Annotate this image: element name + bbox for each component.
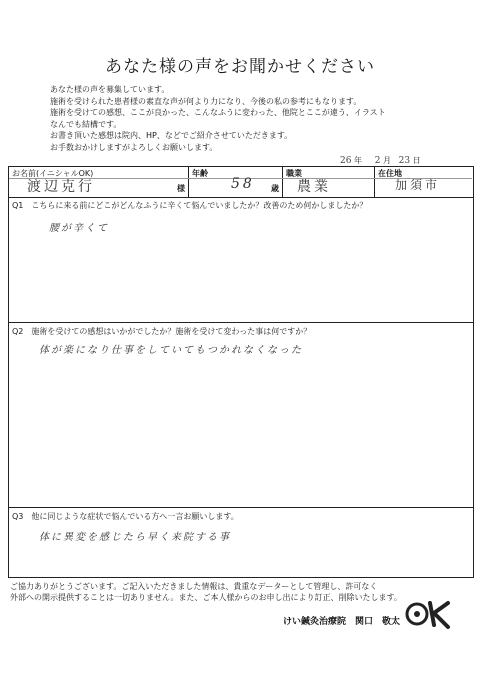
age-cell (189, 167, 283, 197)
home-cell (375, 167, 472, 197)
date-month-value: 2 (374, 156, 381, 166)
survey-form (8, 166, 474, 578)
question-3-text: Q3 他に同じような症状で悩んでいる方へ一言お願いします。 (12, 512, 239, 521)
age-label: 年齢 (192, 169, 208, 178)
job-value: 農業 (297, 179, 331, 195)
question-3 (9, 508, 473, 578)
date-year-label: 年 (354, 156, 362, 165)
name-label: お名前(イニシャルOK) (12, 169, 94, 178)
job-cell (283, 167, 375, 197)
job-label: 職業 (286, 169, 302, 178)
name-cell (9, 167, 189, 197)
question-2-text: Q2 施術を受けての感想はいかがでしたか？施術を受けて変わった事は何ですか？ (12, 327, 312, 336)
question-1-text: Q1 こちらに来る前にどこがどんなふうに辛くて悩んでいましたか？改善のため何かしましたか？ (12, 201, 368, 210)
question-2-section (9, 322, 473, 503)
name-suffix: 様 (177, 184, 185, 193)
age-value: 58 (231, 176, 255, 192)
date-month-label: 月 (383, 156, 391, 165)
question-2 (9, 323, 473, 503)
question-2-answer: 体が楽になり仕事をしていてもつかれなくなった (39, 345, 303, 356)
footer-note: ご協力ありがとうございます。ご記入いただきました情報は、貴重なデーターとして管理し、許可なく 外部への開示提供することは一切ありません。また、ご本人様からのお申し出により訂正、削除いたします。 (10, 582, 402, 602)
date-day-label: 日 (412, 156, 421, 165)
question-3-answer: 体に異変を感じたら早く来院する事 (39, 532, 231, 543)
age-suffix: 歳 (271, 184, 279, 193)
header-row (9, 167, 473, 198)
home-value: 加須市 (395, 178, 441, 192)
question-1-answer: 腰が辛くて (49, 223, 109, 234)
clinic-signature: けい鍼灸治療院 関口 敬太 (283, 617, 401, 627)
date-day-value: 23 (398, 156, 411, 166)
date-line (340, 155, 421, 166)
page-title: あなた様の声をお聞かせください (105, 57, 375, 77)
date-year-value: 26 (340, 156, 352, 166)
name-value: 渡辺克行 (27, 179, 95, 195)
question-3-section (9, 507, 473, 578)
clinic-logo-icon (404, 597, 450, 631)
home-label: 在住地 (378, 169, 402, 178)
intro-text: あなた様の声を募集しています。 施術を受けられた患者様の素直な声が何より力になり、今後の私の参考にもなります。 施術を受けての感想、ここが良かった、こんなふうに変わった、他院とここが違う、イラスト なんでも結構です。 お書き頂いた感想は院内、HP、などでご紹介させていただきます。 お手数おかけしますがよろしくお願いします。 (50, 85, 386, 152)
